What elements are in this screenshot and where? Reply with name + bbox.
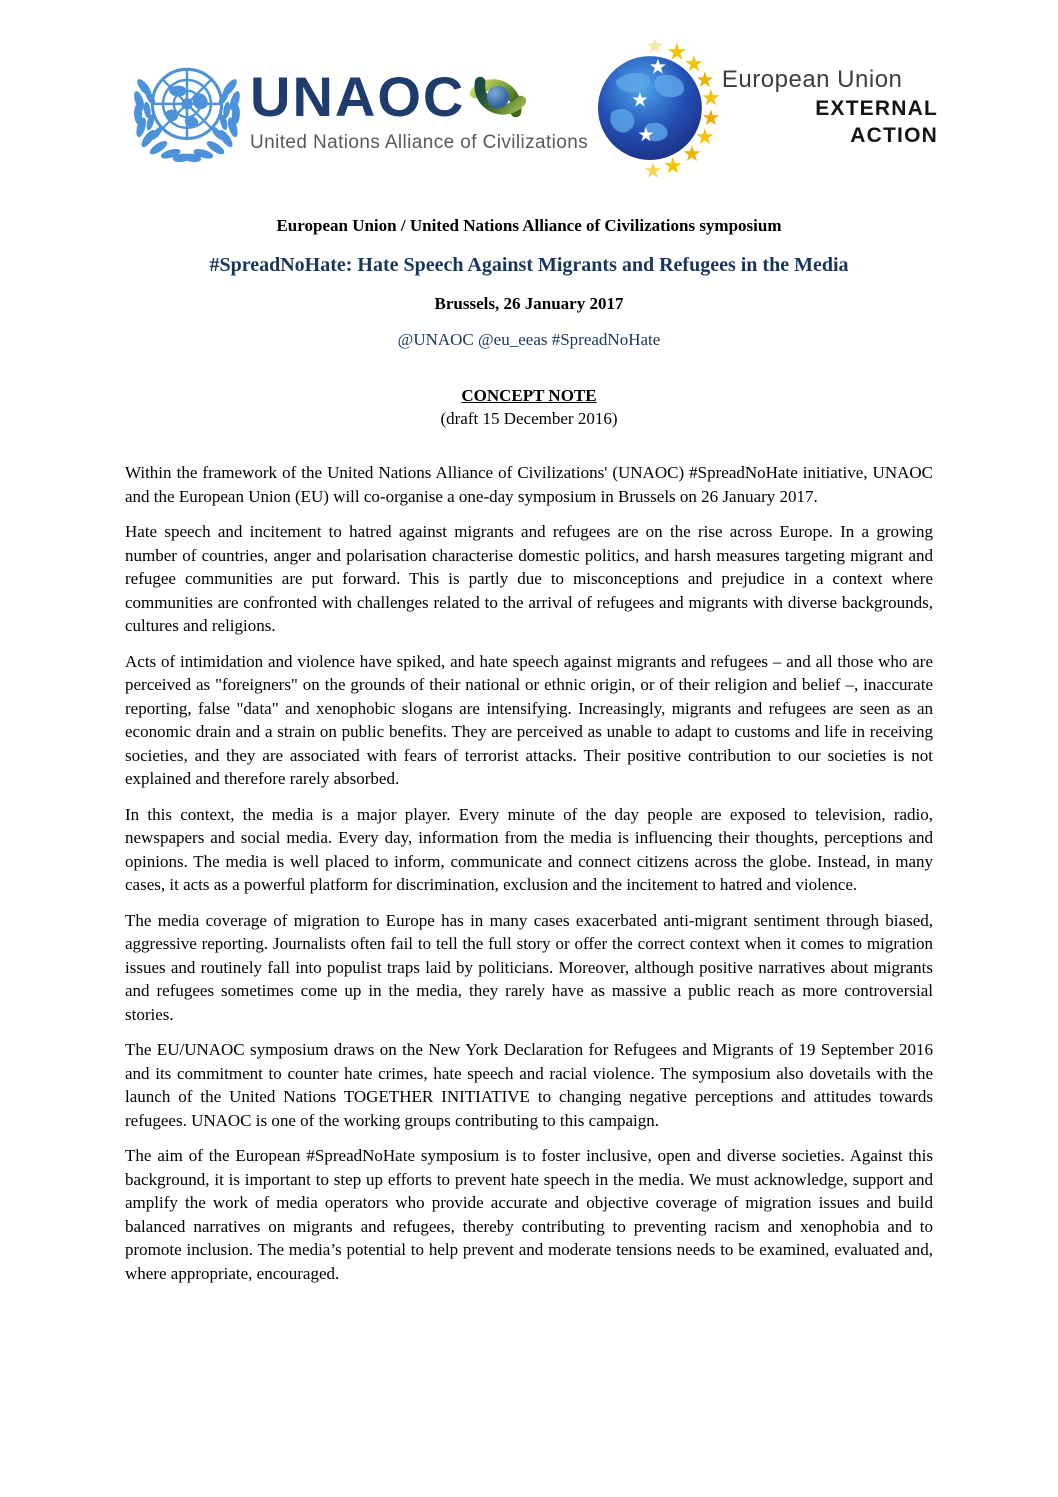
unaoc-logo: [130, 53, 588, 167]
document-body: [125, 461, 933, 1285]
concept-note-title: CONCEPT NOTE: [461, 386, 597, 405]
paragraph-6: The EU/UNAOC symposium draws on the New York Declaration for Refugees and Migrants of 19 September 2016 and its commitment to counter hate crimes, hate speech and racial violence. The symposium also dovetails with the launch of the United Nations TOGETHER INITIATIVE to changing negative perceptions and attitudes towards refugees. UNAOC is one of the working groups contributing to this campaign.: [125, 1040, 933, 1130]
eu-logo-line1: European Union: [721, 65, 903, 93]
unaoc-logo-text: [250, 66, 588, 154]
paragraph-2: Hate speech and incitement to hatred against migrants and refugees are on the rise across Europe. In a growing number of countries, anger and polarisation characterise domestic politics, and harsh measures targeting migrant and refugee communities are put forward. This is partly due to misconceptions and prejudice in a context where communities are confronted with challenges related to the arrival of refugees and migrants with diverse backgrounds, cultures and religions.: [125, 522, 933, 635]
paragraph-1: Within the framework of the United Nations Alliance of Civilizations' (UNAOC) #SpreadNoHate initiative, UNAOC and the European Union (EU) will co-organise a one-day symposium in Brussels on 26 January 2017.: [125, 463, 933, 506]
unaoc-swirl-icon: [467, 66, 529, 128]
document-headings: [125, 216, 933, 429]
paragraph-7: The aim of the European #SpreadNoHate symposium is to foster inclusive, open and diverse societies. Against this background, it is important to step up efforts to prevent hate speech in the media. We must acknowledge, support and amplify the work of media operators who provide accurate and objective coverage of migration issues and build balanced narratives on migrants and refugees, thereby contributing to preventing racism and xenophobia and to promote inclusion. The media’s potential to help prevent and moderate tensions needs to be examined, evaluated and, where appropriate, encouraged.: [125, 1146, 933, 1283]
logo-header: [130, 52, 938, 168]
draft-date: (draft 15 December 2016): [440, 409, 618, 428]
paragraph-3: Acts of intimidation and violence have spiked, and hate speech against migrants and refugees – and all those who are perceived as "foreigners" on the grounds of their national or ethnic origin, or of their religion and belief –, inaccurate reporting, false "data" and xenophobic slogans are intensifying. Increasingly, migrants and refugees are seen as an economic drain and a strain on public benefits. They are perceived as unable to adapt to customs and life in receiving societies, and they are associated with fears of terrorist attacks. Their positive contribution to our societies is not explained and therefore rarely absorbed.: [125, 651, 933, 788]
symposium-heading: European Union / United Nations Alliance of Civilizations symposium: [276, 216, 782, 235]
un-emblem-icon: [130, 53, 244, 167]
eu-globe-icon: [588, 40, 738, 180]
paragraph-5: The media coverage of migration to Europe has in many cases exacerbated anti-migrant sentiment through biased, aggressive reporting. Journalists often fail to tell the full story or offer the correct context when it comes to migration issues and routinely fall into populist traps laid by politicians. Moreover, although positive narratives about migrants and refugees sometimes come up in the media, they rarely have as massive a public reach as more controversial stories.: [125, 910, 933, 1024]
paragraph-4: In this context, the media is a major player. Every minute of the day people are exposed to television, radio, newspapers and social media. Every day, information from the media is influencing their thoughts, perceptions and opinions. The media is well placed to inform, communicate and connect citizens across the globe. Instead, in many cases, it acts as a powerful platform for discrimination, exclusion and the incitement to hatred and violence.: [125, 804, 933, 894]
event-date: Brussels, 26 January 2017: [434, 294, 624, 313]
unaoc-subtitle: United Nations Alliance of Civilizations: [250, 132, 589, 153]
eu-external-action-logo: [588, 40, 938, 180]
eu-logo-text: [722, 65, 938, 150]
unaoc-acronym: UNAOC: [250, 65, 466, 128]
event-title: #SpreadNoHate: Hate Speech Against Migrants and Refugees in the Media: [209, 254, 849, 276]
eu-logo-line2: EXTERNAL ACTION: [815, 96, 938, 147]
social-handles: @UNAOC @eu_eeas #SpreadNoHate: [397, 330, 661, 349]
